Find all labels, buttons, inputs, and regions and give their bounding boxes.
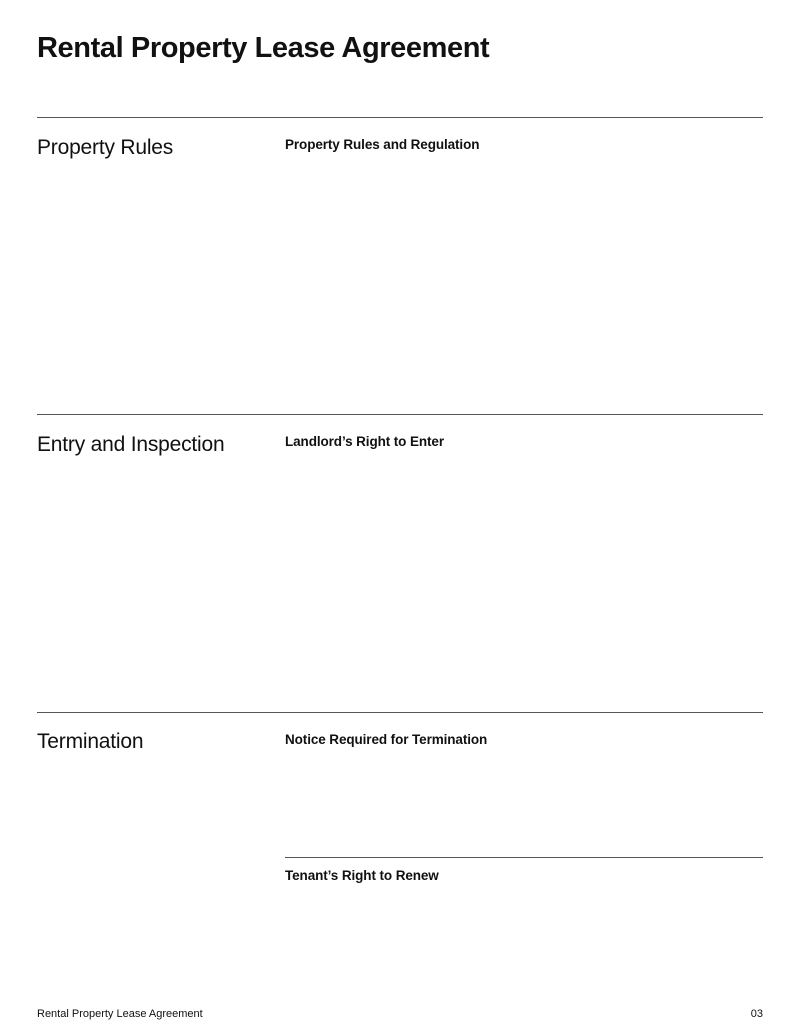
subsection-heading-property-rules-regulation: Property Rules and Regulation: [285, 137, 480, 152]
section-divider: [37, 414, 763, 415]
document-title: Rental Property Lease Agreement: [37, 32, 490, 64]
section-heading-termination: Termination: [37, 730, 144, 753]
subsection-heading-tenant-right-to-renew: Tenant’s Right to Renew: [285, 868, 439, 883]
subsection-heading-notice-termination: Notice Required for Termination: [285, 732, 488, 747]
section-divider: [37, 712, 763, 713]
footer-document-title: Rental Property Lease Agreement: [37, 1008, 203, 1020]
subsection-divider: [285, 857, 763, 858]
section-heading-property-rules: Property Rules: [37, 136, 174, 159]
section-heading-entry-inspection: Entry and Inspection: [37, 433, 225, 456]
subsection-heading-landlord-right-to-enter: Landlord’s Right to Enter: [285, 434, 444, 449]
section-divider: [37, 117, 763, 118]
footer-page-number: 03: [750, 1008, 763, 1020]
